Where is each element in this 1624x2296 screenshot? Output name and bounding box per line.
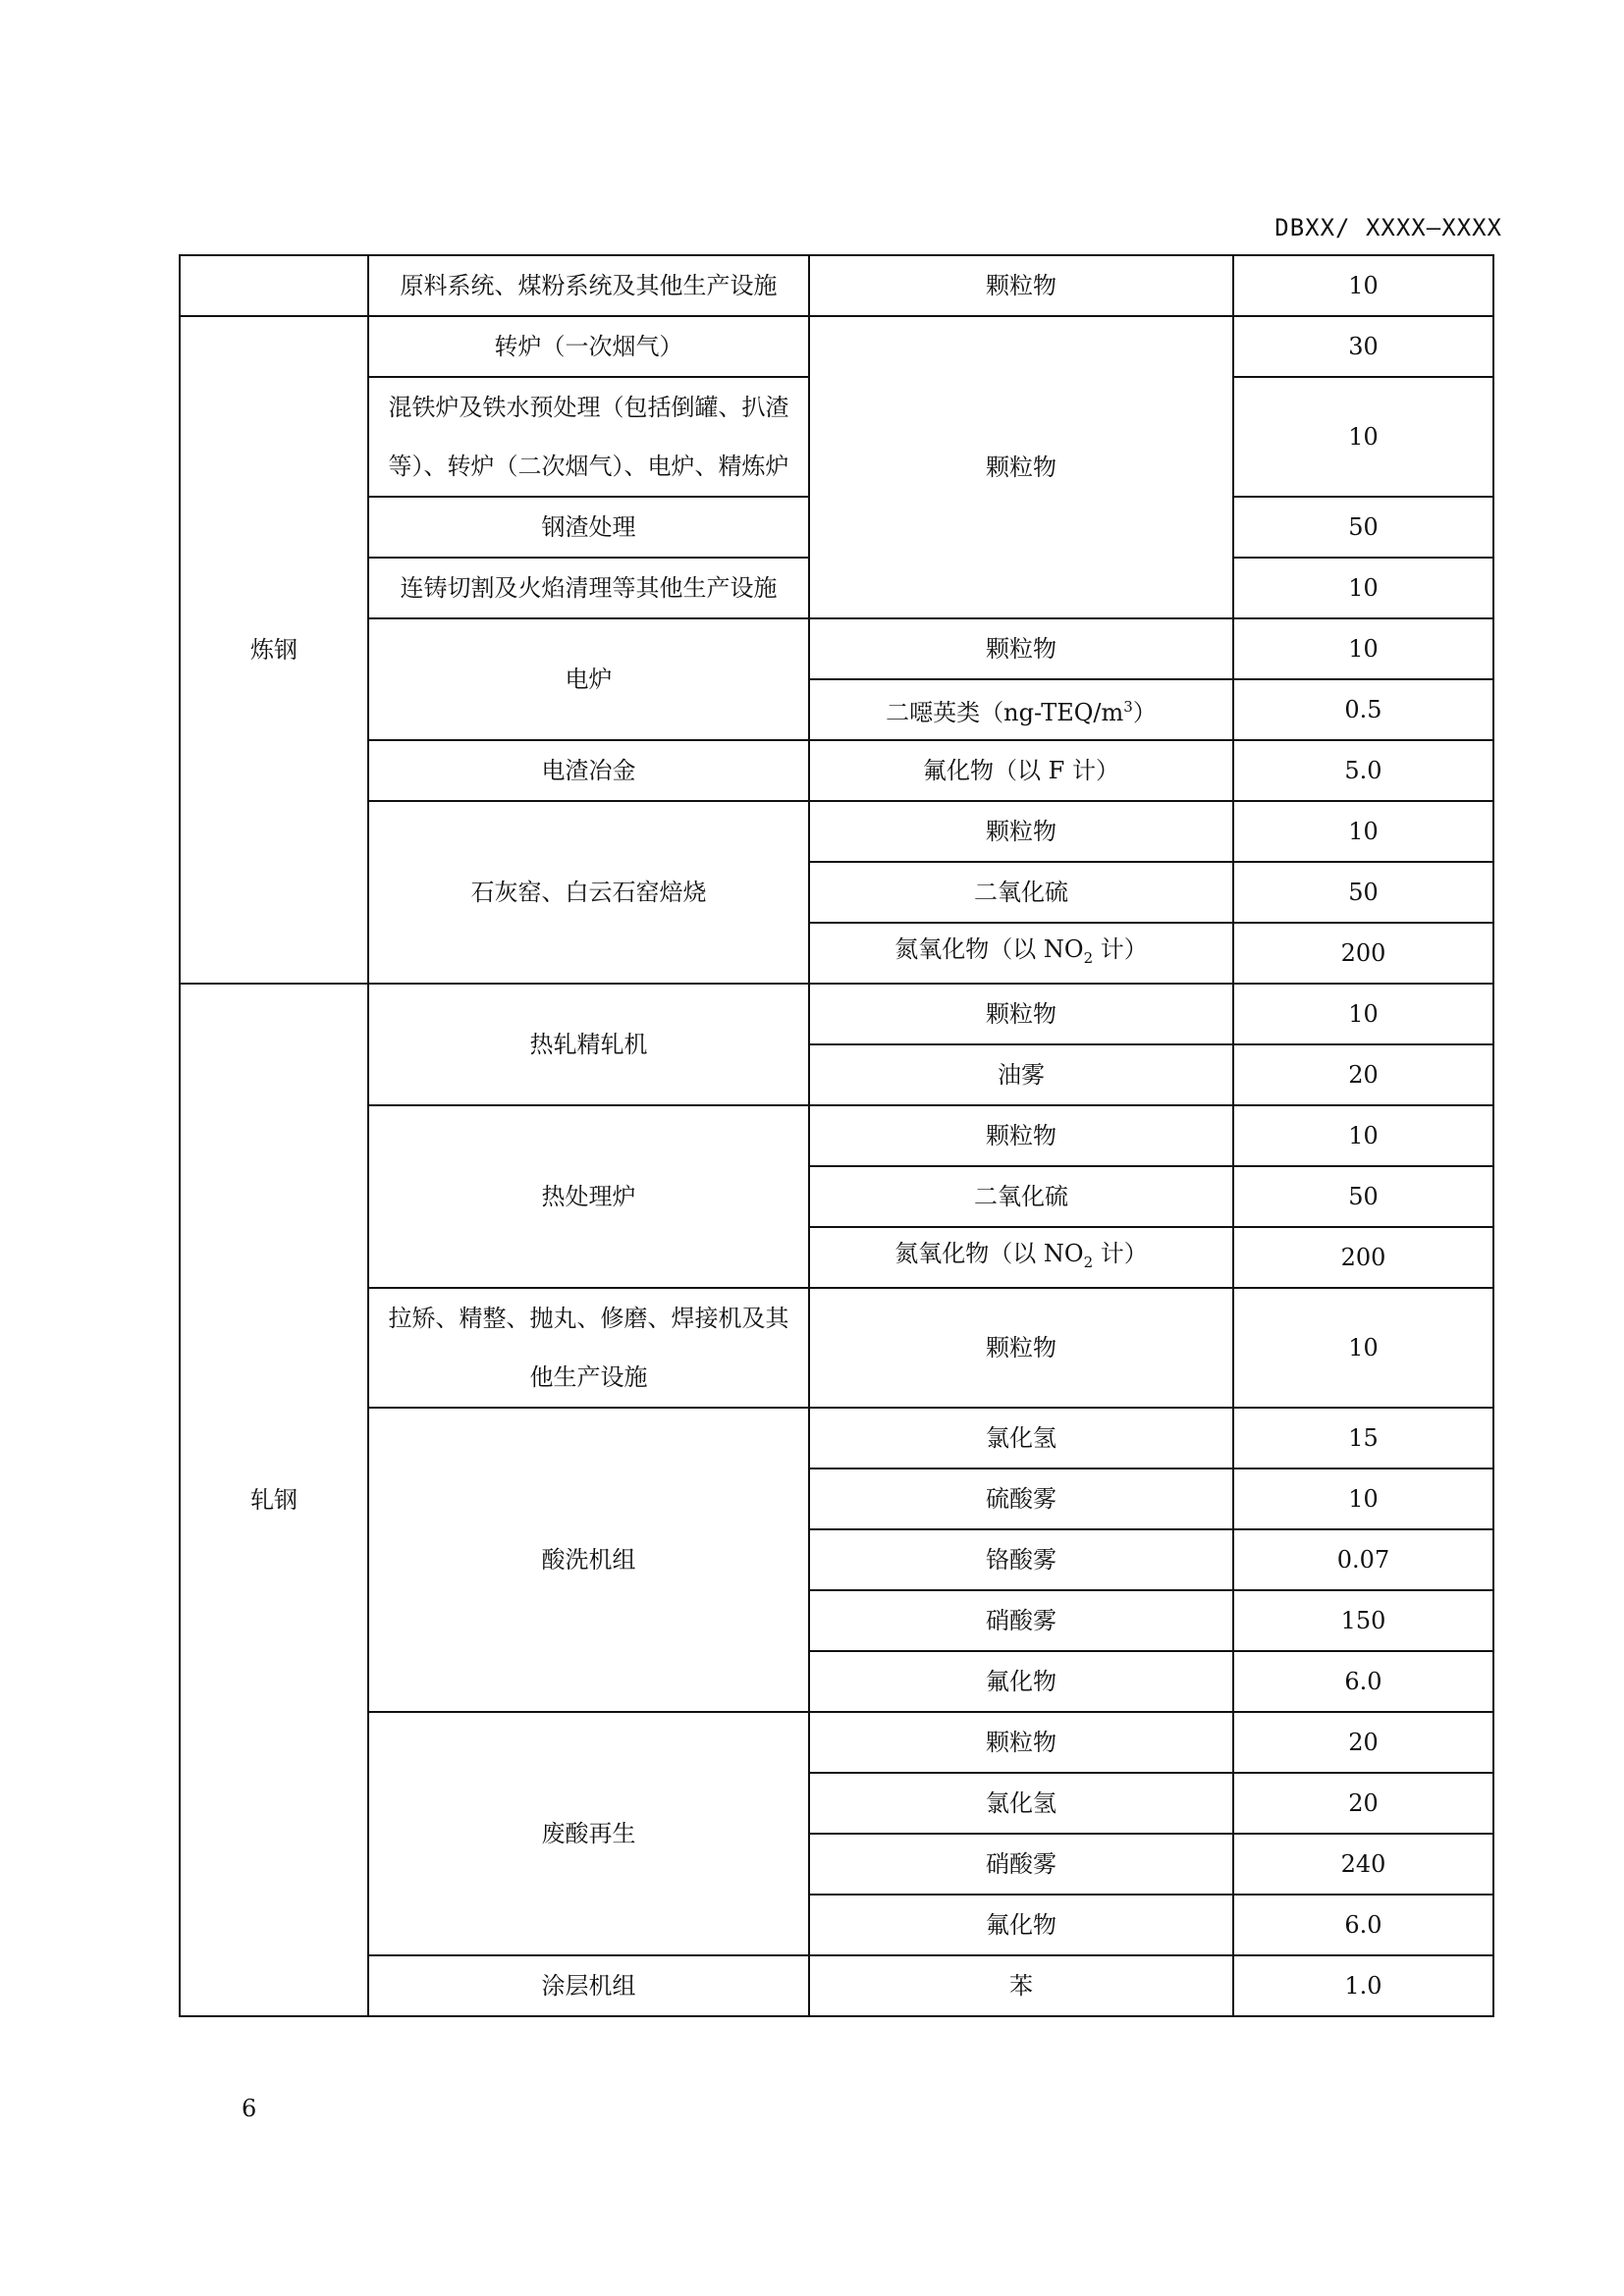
- pollutant-cell: 氯化氢: [809, 1408, 1233, 1468]
- pollutant-cell: 硝酸雾: [809, 1834, 1233, 1895]
- pollutant-cell: 铬酸雾: [809, 1529, 1233, 1590]
- table-row: [180, 618, 1493, 679]
- pollutant-cell: 氟化物（以 F 计）: [809, 740, 1233, 801]
- facility-cell: 混铁炉及铁水预处理（包括倒罐、扒渣等）、转炉（二次烟气）、电炉、精炼炉: [368, 377, 809, 497]
- pollutant-cell: 颗粒物: [809, 801, 1233, 862]
- limit-cell: 200: [1233, 1227, 1493, 1288]
- table-row: [180, 1288, 1493, 1408]
- pollutant-cell: 苯: [809, 1955, 1233, 2016]
- limit-cell: 10: [1233, 1468, 1493, 1529]
- pollutant-cell: 二氧化硫: [809, 862, 1233, 923]
- pollutant-cell: 硝酸雾: [809, 1590, 1233, 1651]
- limit-cell: 6.0: [1233, 1651, 1493, 1712]
- limit-cell: 6.0: [1233, 1895, 1493, 1955]
- limit-cell: 10: [1233, 377, 1493, 497]
- facility-cell: 电炉: [368, 618, 809, 740]
- limit-cell: 50: [1233, 497, 1493, 558]
- document-code-header: DBXX/ XXXX—XXXX: [1274, 214, 1502, 241]
- pollutant-cell: 油雾: [809, 1044, 1233, 1105]
- facility-cell: 涂层机组: [368, 1955, 809, 2016]
- pollutant-cell: 氮氧化物（以 $NO_2$ 计）: [809, 923, 1233, 984]
- pollutant-cell: 颗粒物: [809, 618, 1233, 679]
- table-row: [180, 801, 1493, 862]
- pollutant-cell: 氟化物: [809, 1651, 1233, 1712]
- facility-cell: 钢渣处理: [368, 497, 809, 558]
- pollutant-cell: 氯化氢: [809, 1773, 1233, 1834]
- limit-cell: 200: [1233, 923, 1493, 984]
- limit-cell: 50: [1233, 1166, 1493, 1227]
- facility-cell: 原料系统、煤粉系统及其他生产设施: [368, 255, 809, 316]
- pollutant-cell: 颗粒物: [809, 316, 1233, 618]
- limit-cell: 10: [1233, 801, 1493, 862]
- table-row: [180, 984, 1493, 1044]
- category-cell: [180, 255, 368, 316]
- limit-cell: 10: [1233, 1288, 1493, 1408]
- pollutant-cell: 氟化物: [809, 1895, 1233, 1955]
- pollutant-cell: 颗粒物: [809, 984, 1233, 1044]
- pollutant-cell: 硫酸雾: [809, 1468, 1233, 1529]
- limit-cell: 1.0: [1233, 1955, 1493, 2016]
- limit-cell: 20: [1233, 1044, 1493, 1105]
- limit-cell: 20: [1233, 1773, 1493, 1834]
- table-row: [180, 1408, 1493, 1468]
- facility-cell: 拉矫、精整、抛丸、修磨、焊接机及其他生产设施: [368, 1288, 809, 1408]
- emission-limits-table: [179, 254, 1494, 2017]
- limit-cell: 30: [1233, 316, 1493, 377]
- facility-cell: 热轧精轧机: [368, 984, 809, 1105]
- limit-cell: 20: [1233, 1712, 1493, 1773]
- limit-cell: 10: [1233, 618, 1493, 679]
- table-row: [180, 1955, 1493, 2016]
- limit-cell: 15: [1233, 1408, 1493, 1468]
- table-row: [180, 255, 1493, 316]
- facility-cell: 石灰窑、白云石窑焙烧: [368, 801, 809, 984]
- limit-cell: 10: [1233, 984, 1493, 1044]
- table-row: [180, 1105, 1493, 1166]
- limit-cell: 50: [1233, 862, 1493, 923]
- page-number: 6: [242, 2095, 257, 2122]
- table-row: [180, 740, 1493, 801]
- pollutant-cell: 颗粒物: [809, 1105, 1233, 1166]
- category-cell: 炼钢: [180, 316, 368, 984]
- pollutant-cell: 颗粒物: [809, 255, 1233, 316]
- pollutant-cell: 颗粒物: [809, 1288, 1233, 1408]
- pollutant-cell: 二氧化硫: [809, 1166, 1233, 1227]
- pollutant-cell: 颗粒物: [809, 1712, 1233, 1773]
- limit-cell: 150: [1233, 1590, 1493, 1651]
- table-row: [180, 316, 1493, 377]
- facility-cell: 酸洗机组: [368, 1408, 809, 1712]
- facility-cell: 转炉（一次烟气）: [368, 316, 809, 377]
- limit-cell: 10: [1233, 558, 1493, 618]
- pollutant-cell: 二噁英类$(ng-TEQ/m^3)$: [809, 679, 1233, 740]
- facility-cell: 电渣冶金: [368, 740, 809, 801]
- limit-cell: 0.5: [1233, 679, 1493, 740]
- facility-cell: 连铸切割及火焰清理等其他生产设施: [368, 558, 809, 618]
- limit-cell: 240: [1233, 1834, 1493, 1895]
- table-row: [180, 1712, 1493, 1773]
- limit-cell: 10: [1233, 255, 1493, 316]
- category-cell: 轧钢: [180, 984, 368, 2016]
- facility-cell: 废酸再生: [368, 1712, 809, 1955]
- limit-cell: 10: [1233, 1105, 1493, 1166]
- limit-cell: 5.0: [1233, 740, 1493, 801]
- facility-cell: 热处理炉: [368, 1105, 809, 1288]
- limit-cell: 0.07: [1233, 1529, 1493, 1590]
- pollutant-cell: 氮氧化物（以 $NO_2$ 计）: [809, 1227, 1233, 1288]
